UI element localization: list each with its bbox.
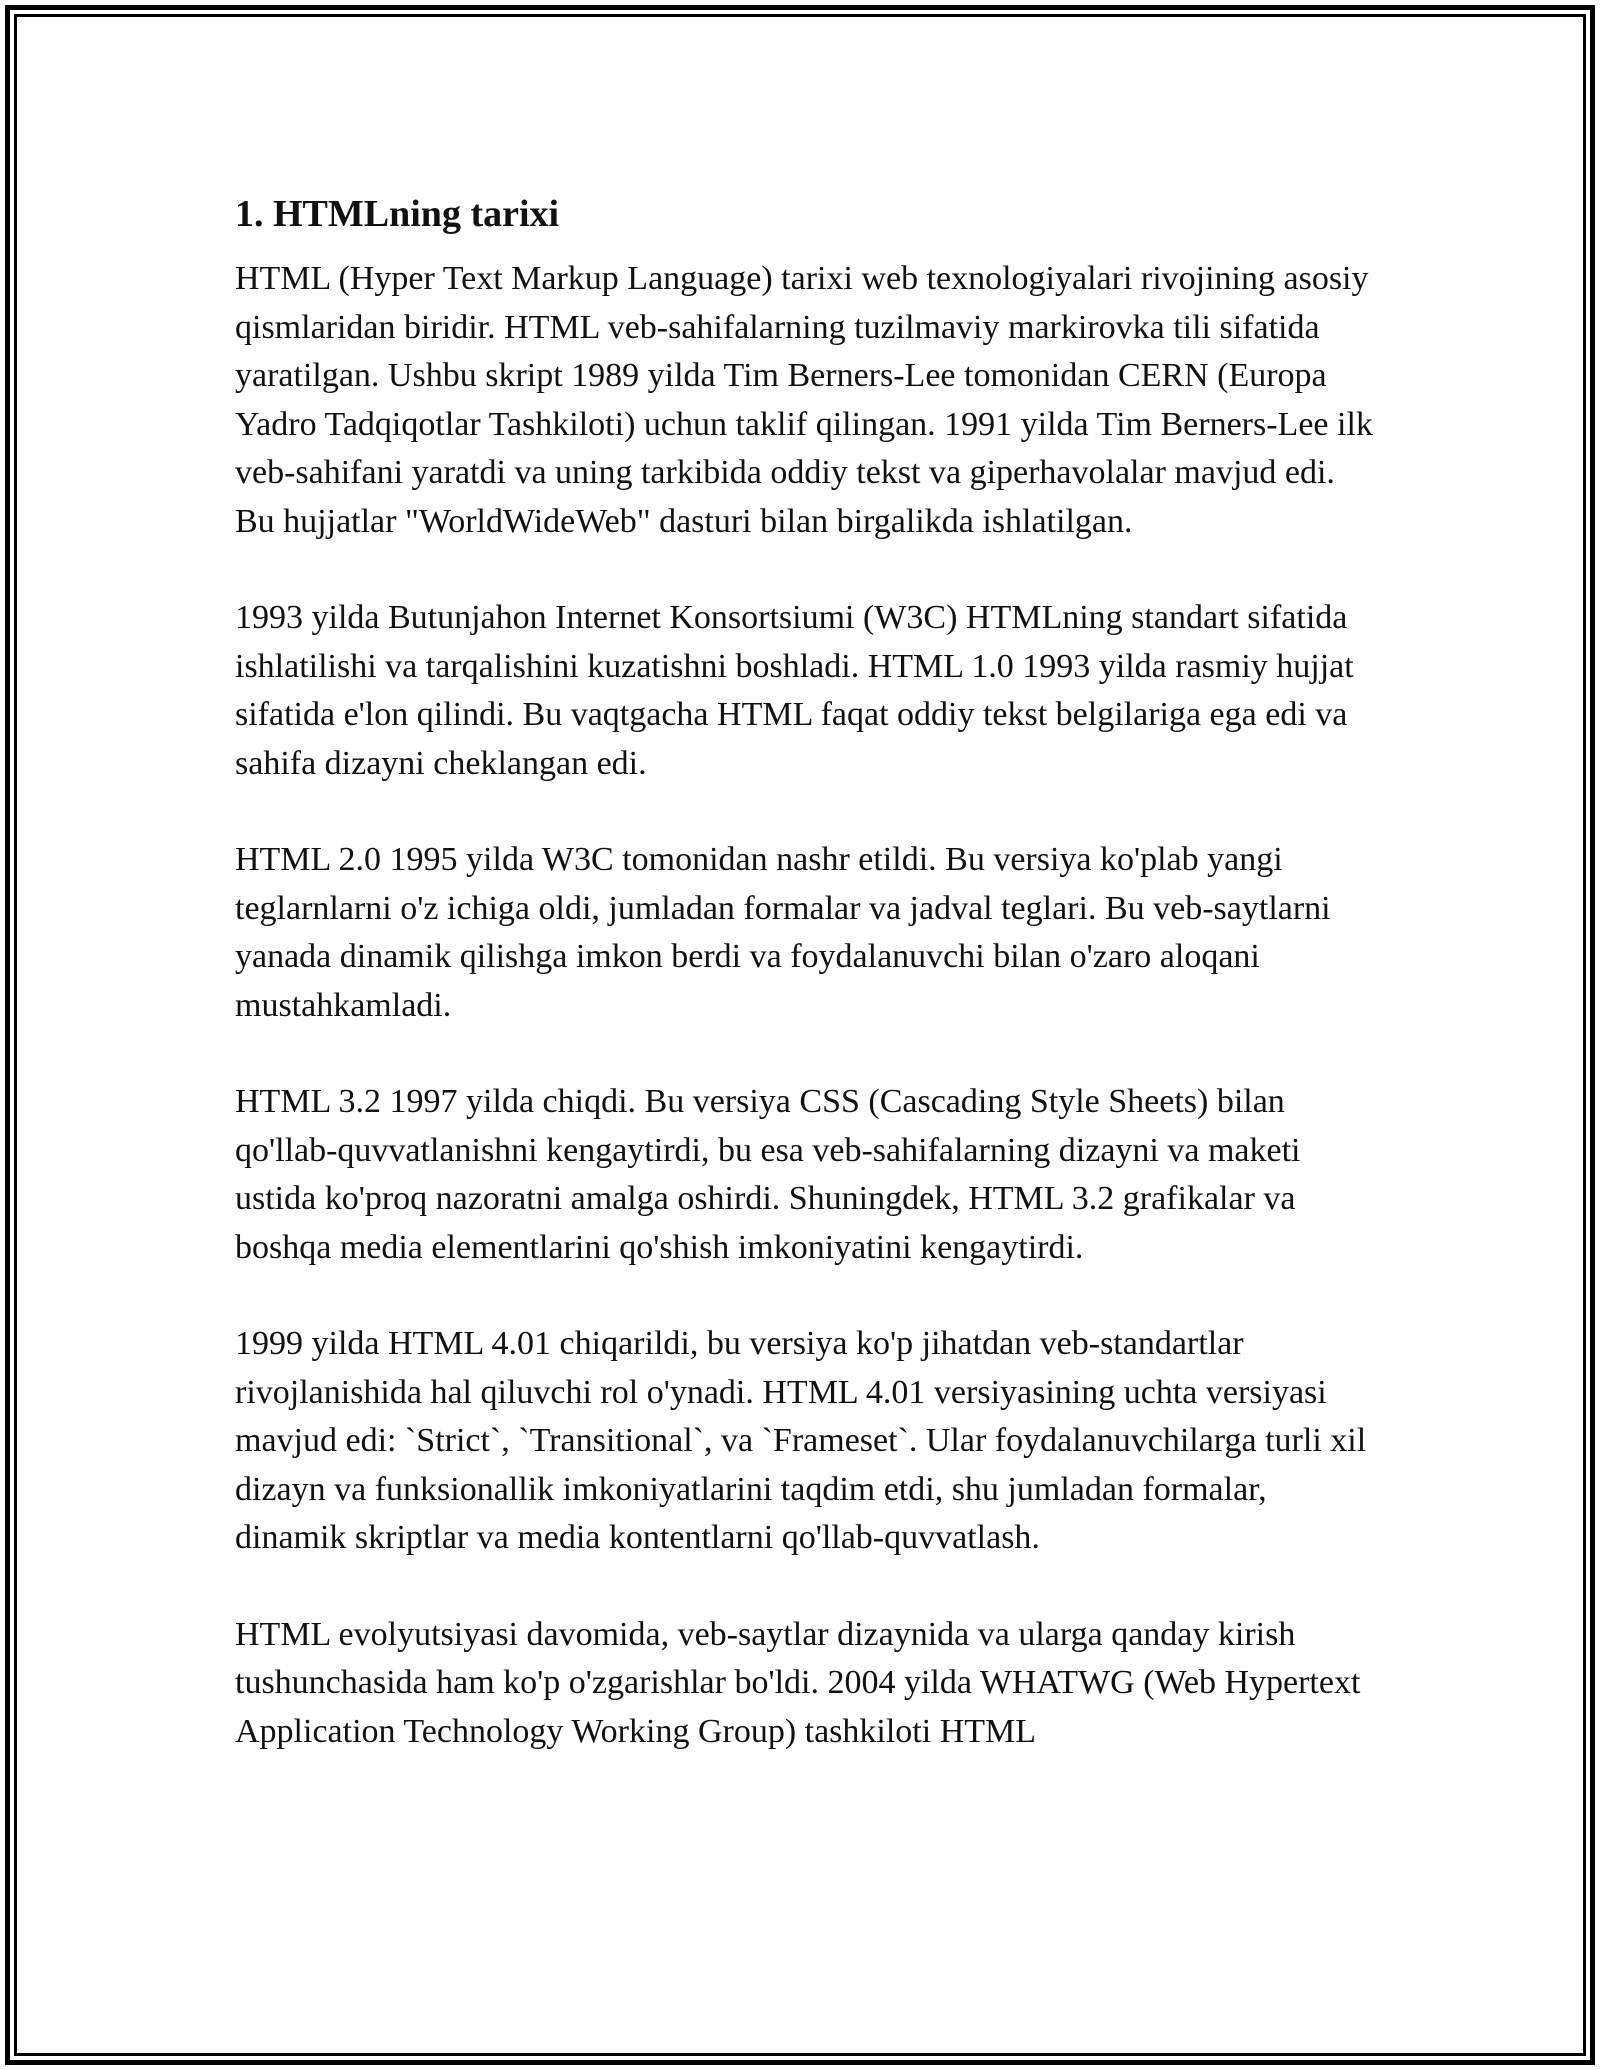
section-heading: 1. HTMLning tarixi [235, 193, 560, 235]
document-body [235, 185, 1375, 1804]
paragraph-1: HTML (Hyper Text Markup Language) tarixi web texnologiyalari rivojining asosiy qismlaridan biridir. HTML veb-sahifalarning tuzilmaviy markirovka tili sifatida yaratilgan. Ushbu skript 1989 yilda Tim Berners-Lee tomonidan CERN (Europa Yadro Tadqiqotlar Tashkiloti) uchun taklif qilingan. 1991 yilda Tim Berners-Lee ilk veb-sahifani yaratdi va uning tarkibida oddiy tekst va giperhavolalar mavjud edi. Bu hujjatlar "WorldWideWeb" dasturi bilan birgalikda ishlatilgan. [235, 260, 1373, 540]
paragraph-2: 1993 yilda Butunjahon Internet Konsortsiumi (W3C) HTMLning standart sifatida ishlatilishi va tarqalishini kuzatishni boshladi. HTML 1.0 1993 yilda rasmiy hujjat sifatida e'lon qilindi. Bu vaqtgacha HTML faqat oddiy tekst belgilariga ega edi va sahifa dizayni cheklangan edi. [235, 599, 1354, 782]
paragraph-6: HTML evolyutsiyasi davomida, veb-saytlar dizaynida va ularga qanday kirish tushunchasida ham ko'p o'zgarishlar bo'ldi. 2004 yilda WHATWG (Web Hypertext Application Technology Working Group) tashkiloti HTML [235, 1615, 1361, 1750]
paragraph-4: HTML 3.2 1997 yilda chiqdi. Bu versiya CSS (Cascading Style Sheets) bilan qo'llab-quvvatlanishni kengaytirdi, bu esa veb-sahifalarning dizayni va maketi ustida ko'proq nazoratni amalga oshirdi. Shuningdek, HTML 3.2 grafikalar va boshqa media elementlarini qo'shish imkoniyatini kengaytirdi. [235, 1083, 1301, 1266]
paragraph-3: HTML 2.0 1995 yilda W3C tomonidan nashr etildi. Bu versiya ko'plab yangi teglarnlarni o'z ichiga oldi, jumladan formalar va jadval teglari. Bu veb-saytlarni yanada dinamik qilishga imkon berdi va foydalanuvchi bilan o'zaro aloqani mustahkamladi. [235, 841, 1331, 1024]
paragraph-5: 1999 yilda HTML 4.01 chiqarildi, bu versiya ko'p jihatdan veb-standartlar rivojlanishida hal qiluvchi rol o'ynadi. HTML 4.01 versiyasining uchta versiyasi mavjud edi: `Strict`, `Transitional`, va `Frameset`. Ular foydalanuvchilarga turli xil dizayn va funksionallik imkoniyatlarini taqdim etdi, shu jumladan formalar, dinamik skriptlar va media kontentlarni qo'llab-quvvatlash. [235, 1325, 1367, 1556]
